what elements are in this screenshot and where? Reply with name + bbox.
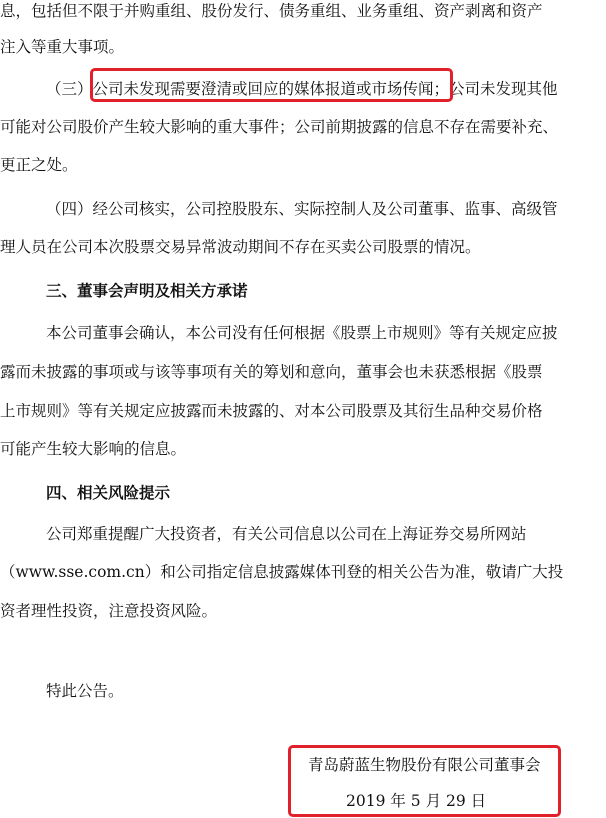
paragraph-line: 露而未披露的事项或与该等事项有关的筹划和意向，董事会也未获悉根据《股票 xyxy=(0,363,543,381)
paragraph-line: 理人员在公司本次股票交易异常波动期间不存在买卖公司股票的情况。 xyxy=(0,238,481,256)
paragraph-line: 可能对公司股价产生较大影响的重大事件；公司前期披露的信息不存在需要补充、 xyxy=(0,118,559,136)
paragraph-line: （四）经公司核实，公司控股股东、实际控制人及公司董事、监事、高级管 xyxy=(46,200,558,218)
paragraph-line: 上市规则》等有关规定应披露而未披露的、对本公司股票及其衍生品种交易价格 xyxy=(0,402,543,420)
paragraph-line: 公司郑重提醒广大投资者，有关公司信息以公司在上海证券交易所网站 xyxy=(46,525,527,543)
paragraph-line: （www.sse.com.cn）和公司指定信息披露媒体刊登的相关公告为准，敬请广大投 xyxy=(0,563,564,581)
paragraph-line: 息，包括但不限于并购重组、股份发行、债务重组、业务重组、资产剥离和资产 xyxy=(0,2,543,20)
paragraph-line: （三）公司未发现需要澄清或回应的媒体报道或市场传闻；公司未发现其他 xyxy=(46,80,558,98)
highlight-box-rumor xyxy=(90,68,453,102)
paragraph-line: 资者理性投资，注意投资风险。 xyxy=(0,602,218,620)
paragraph-line: 注入等重大事项。 xyxy=(0,38,125,56)
signature-date: 2019 年 5 月 29 日 xyxy=(346,792,487,810)
section-heading: 三、董事会声明及相关方承诺 xyxy=(46,282,248,300)
paragraph-line: 更正之处。 xyxy=(0,156,78,174)
paragraph-line: 本公司董事会确认，本公司没有任何根据《股票上市规则》等有关规定应披 xyxy=(46,324,558,342)
signature-organization: 青岛蔚蓝生物股份有限公司董事会 xyxy=(308,756,541,774)
paragraph-line: 可能产生较大影响的信息。 xyxy=(0,440,187,458)
closing-line: 特此公告。 xyxy=(46,682,124,700)
section-heading: 四、相关风险提示 xyxy=(46,484,171,502)
